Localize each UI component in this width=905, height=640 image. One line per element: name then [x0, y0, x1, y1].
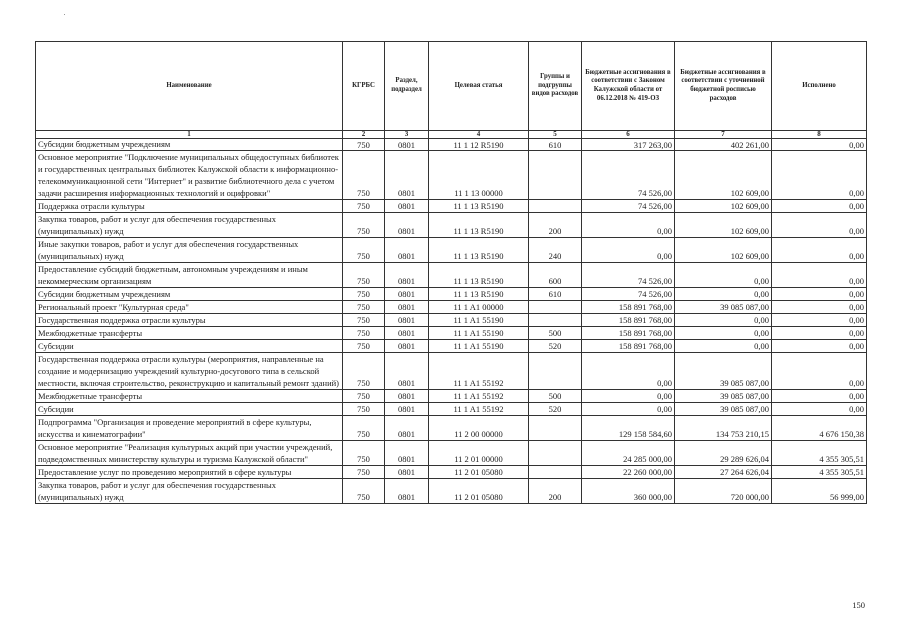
row-section: 0801	[385, 139, 429, 151]
row-target: 11 1 13 00000	[429, 151, 529, 200]
row-executed-amount: 0,00	[772, 390, 867, 403]
row-kgrbs: 750	[343, 390, 385, 403]
row-group: 200	[529, 479, 582, 504]
row-target: 11 1 13 R5190	[429, 213, 529, 238]
row-group	[529, 416, 582, 441]
row-law-amount: 158 891 768,00	[582, 340, 675, 353]
row-executed-amount: 4 355 305,51	[772, 441, 867, 466]
row-target: 11 2 01 05080	[429, 479, 529, 504]
row-law-amount: 360 000,00	[582, 479, 675, 504]
row-executed-amount: 4 355 305,51	[772, 466, 867, 479]
table-row	[36, 301, 867, 314]
row-refined-amount: 0,00	[675, 263, 772, 288]
row-group: 500	[529, 390, 582, 403]
row-law-amount: 317 263,00	[582, 139, 675, 151]
row-refined-amount: 0,00	[675, 327, 772, 340]
column-number-row	[36, 131, 867, 139]
row-law-amount: 0,00	[582, 390, 675, 403]
row-group	[529, 466, 582, 479]
row-section: 0801	[385, 466, 429, 479]
row-executed-amount: 0,00	[772, 314, 867, 327]
row-refined-amount: 0,00	[675, 314, 772, 327]
row-name: Подпрограмма "Организация и проведение мероприятий в сфере культуры, искусства и кинематографии"	[36, 416, 343, 441]
table-row	[36, 340, 867, 353]
row-executed-amount: 0,00	[772, 403, 867, 416]
row-target: 11 1 13 R5190	[429, 288, 529, 301]
row-executed-amount: 0,00	[772, 288, 867, 301]
table-row	[36, 403, 867, 416]
row-group: 610	[529, 139, 582, 151]
row-executed-amount: 56 999,00	[772, 479, 867, 504]
row-executed-amount: 0,00	[772, 139, 867, 151]
row-name: Субсидии бюджетным учреждениям	[36, 139, 343, 151]
row-kgrbs: 750	[343, 288, 385, 301]
row-law-amount: 158 891 768,00	[582, 327, 675, 340]
row-kgrbs: 750	[343, 353, 385, 390]
row-executed-amount: 0,00	[772, 340, 867, 353]
row-group	[529, 200, 582, 213]
row-group: 520	[529, 340, 582, 353]
row-kgrbs: 750	[343, 200, 385, 213]
table-row	[36, 314, 867, 327]
row-law-amount: 74 526,00	[582, 263, 675, 288]
row-group: 610	[529, 288, 582, 301]
row-target: 11 1 A1 55190	[429, 327, 529, 340]
row-group	[529, 301, 582, 314]
table-row	[36, 139, 867, 151]
row-kgrbs: 750	[343, 301, 385, 314]
table-row	[36, 390, 867, 403]
table-row	[36, 151, 867, 200]
row-section: 0801	[385, 353, 429, 390]
row-section: 0801	[385, 301, 429, 314]
col-law-header: Бюджетные ассигнования в соответствии с Законом Калужской области от 06.12.2018 № 419-ОЗ	[582, 42, 675, 131]
row-target: 11 1 A1 55190	[429, 314, 529, 327]
row-kgrbs: 750	[343, 441, 385, 466]
row-kgrbs: 750	[343, 416, 385, 441]
row-refined-amount: 39 085 087,00	[675, 353, 772, 390]
row-target: 11 2 01 00000	[429, 441, 529, 466]
row-refined-amount: 102 609,00	[675, 200, 772, 213]
table-row	[36, 238, 867, 263]
row-refined-amount: 39 085 087,00	[675, 403, 772, 416]
table-row	[36, 263, 867, 288]
row-kgrbs: 750	[343, 238, 385, 263]
row-kgrbs: 750	[343, 213, 385, 238]
row-name: Межбюджетные трансферты	[36, 390, 343, 403]
column-number: 4	[429, 131, 529, 139]
row-group: 240	[529, 238, 582, 263]
row-kgrbs: 750	[343, 151, 385, 200]
row-name: Межбюджетные трансферты	[36, 327, 343, 340]
budget-table-container	[35, 41, 866, 504]
row-executed-amount: 0,00	[772, 200, 867, 213]
row-target: 11 2 01 05080	[429, 466, 529, 479]
table-row	[36, 288, 867, 301]
table-row	[36, 441, 867, 466]
row-name: Субсидии бюджетным учреждениям	[36, 288, 343, 301]
scan-speck	[64, 14, 65, 15]
row-law-amount: 74 526,00	[582, 288, 675, 301]
row-target: 11 1 13 R5190	[429, 263, 529, 288]
row-group: 500	[529, 327, 582, 340]
col-kgrbs-header: КГРБС	[343, 42, 385, 131]
row-section: 0801	[385, 213, 429, 238]
row-kgrbs: 750	[343, 340, 385, 353]
row-executed-amount: 0,00	[772, 213, 867, 238]
row-target: 11 1 13 R5190	[429, 238, 529, 263]
row-section: 0801	[385, 340, 429, 353]
col-executed-header: Исполнено	[772, 42, 867, 131]
row-name: Государственная поддержка отрасли культуры	[36, 314, 343, 327]
row-name: Основное мероприятие "Реализация культурных акций при участии учреждений, подведомственных министерству культуры и туризма Калужской области"	[36, 441, 343, 466]
col-name-header: Наименование	[36, 42, 343, 131]
row-kgrbs: 750	[343, 327, 385, 340]
col-groups-header: Группы и подгруппы видов расходов	[529, 42, 582, 131]
row-section: 0801	[385, 263, 429, 288]
row-target: 11 1 A1 55192	[429, 353, 529, 390]
column-number: 3	[385, 131, 429, 139]
page-number: 150	[852, 600, 865, 610]
row-section: 0801	[385, 403, 429, 416]
row-refined-amount: 29 289 626,04	[675, 441, 772, 466]
row-executed-amount: 0,00	[772, 327, 867, 340]
row-target: 11 1 A1 55192	[429, 390, 529, 403]
row-section: 0801	[385, 441, 429, 466]
row-kgrbs: 750	[343, 479, 385, 504]
row-kgrbs: 750	[343, 139, 385, 151]
row-law-amount: 0,00	[582, 403, 675, 416]
row-target: 11 1 A1 55190	[429, 340, 529, 353]
row-target: 11 2 00 00000	[429, 416, 529, 441]
row-law-amount: 129 158 584,60	[582, 416, 675, 441]
row-name: Субсидии	[36, 403, 343, 416]
row-name: Поддержка отрасли культуры	[36, 200, 343, 213]
row-name: Закупка товаров, работ и услуг для обеспечения государственных (муниципальных) нужд	[36, 213, 343, 238]
row-law-amount: 0,00	[582, 238, 675, 263]
row-name: Региональный проект "Культурная среда"	[36, 301, 343, 314]
row-executed-amount: 0,00	[772, 263, 867, 288]
row-group	[529, 151, 582, 200]
row-group: 520	[529, 403, 582, 416]
row-law-amount: 158 891 768,00	[582, 301, 675, 314]
row-refined-amount: 134 753 210,15	[675, 416, 772, 441]
row-section: 0801	[385, 288, 429, 301]
row-name: Субсидии	[36, 340, 343, 353]
row-refined-amount: 102 609,00	[675, 151, 772, 200]
row-name: Основное мероприятие "Подключение муниципальных общедоступных библиотек и государственных центральных библиотек Калужской области к информационно-телекоммуникационной сети "Интернет" и развитие библиотечного дела с учетом задачи расширения информационных технологий и оцифровки"	[36, 151, 343, 200]
table-row	[36, 466, 867, 479]
row-section: 0801	[385, 479, 429, 504]
row-law-amount: 158 891 768,00	[582, 314, 675, 327]
col-refined-header: Бюджетные ассигнования в соответствии с уточненной бюджетной росписью расходов	[675, 42, 772, 131]
col-section-header: Раздел, подраздел	[385, 42, 429, 131]
row-group	[529, 441, 582, 466]
column-number: 5	[529, 131, 582, 139]
table-row	[36, 200, 867, 213]
col-target-header: Целевая статья	[429, 42, 529, 131]
table-row	[36, 479, 867, 504]
row-group	[529, 353, 582, 390]
row-executed-amount: 0,00	[772, 238, 867, 263]
row-law-amount: 22 260 000,00	[582, 466, 675, 479]
row-section: 0801	[385, 200, 429, 213]
table-row	[36, 213, 867, 238]
row-law-amount: 0,00	[582, 353, 675, 390]
budget-table	[35, 41, 867, 504]
row-kgrbs: 750	[343, 263, 385, 288]
row-refined-amount: 102 609,00	[675, 238, 772, 263]
row-name: Предоставление услуг по проведению мероприятий в сфере культуры	[36, 466, 343, 479]
row-refined-amount: 720 000,00	[675, 479, 772, 504]
row-target: 11 1 A1 55192	[429, 403, 529, 416]
row-law-amount: 0,00	[582, 213, 675, 238]
row-section: 0801	[385, 416, 429, 441]
row-section: 0801	[385, 390, 429, 403]
row-executed-amount: 4 676 150,38	[772, 416, 867, 441]
row-group	[529, 314, 582, 327]
row-section: 0801	[385, 151, 429, 200]
row-target: 11 1 13 R5190	[429, 200, 529, 213]
table-row	[36, 327, 867, 340]
column-number: 8	[772, 131, 867, 139]
row-name: Иные закупки товаров, работ и услуг для обеспечения государственных (муниципальных) нужд	[36, 238, 343, 263]
row-executed-amount: 0,00	[772, 353, 867, 390]
row-refined-amount: 27 264 626,04	[675, 466, 772, 479]
row-refined-amount: 402 261,00	[675, 139, 772, 151]
row-group: 600	[529, 263, 582, 288]
row-kgrbs: 750	[343, 314, 385, 327]
row-name: Закупка товаров, работ и услуг для обеспечения государственных (муниципальных) нужд	[36, 479, 343, 504]
row-refined-amount: 0,00	[675, 288, 772, 301]
header-row	[36, 42, 867, 131]
row-refined-amount: 0,00	[675, 340, 772, 353]
column-number: 7	[675, 131, 772, 139]
table-row	[36, 416, 867, 441]
row-group: 200	[529, 213, 582, 238]
row-law-amount: 24 285 000,00	[582, 441, 675, 466]
row-kgrbs: 750	[343, 466, 385, 479]
row-section: 0801	[385, 314, 429, 327]
row-name: Государственная поддержка отрасли культуры (мероприятия, направленные на создание и модернизацию учреждений культурно-досугового типа в сельской местности, включая строительство, реконструкцию и капитальный ремонт зданий)	[36, 353, 343, 390]
row-section: 0801	[385, 327, 429, 340]
row-target: 11 1 12 R5190	[429, 139, 529, 151]
row-executed-amount: 0,00	[772, 151, 867, 200]
row-kgrbs: 750	[343, 403, 385, 416]
row-refined-amount: 102 609,00	[675, 213, 772, 238]
row-target: 11 1 A1 00000	[429, 301, 529, 314]
row-law-amount: 74 526,00	[582, 151, 675, 200]
column-number: 1	[36, 131, 343, 139]
row-refined-amount: 39 085 087,00	[675, 390, 772, 403]
row-law-amount: 74 526,00	[582, 200, 675, 213]
table-row	[36, 353, 867, 390]
column-number: 6	[582, 131, 675, 139]
row-refined-amount: 39 085 087,00	[675, 301, 772, 314]
row-executed-amount: 0,00	[772, 301, 867, 314]
column-number: 2	[343, 131, 385, 139]
row-section: 0801	[385, 238, 429, 263]
row-name: Предоставление субсидий бюджетным, автономным учреждениям и иным некоммерческим организациям	[36, 263, 343, 288]
